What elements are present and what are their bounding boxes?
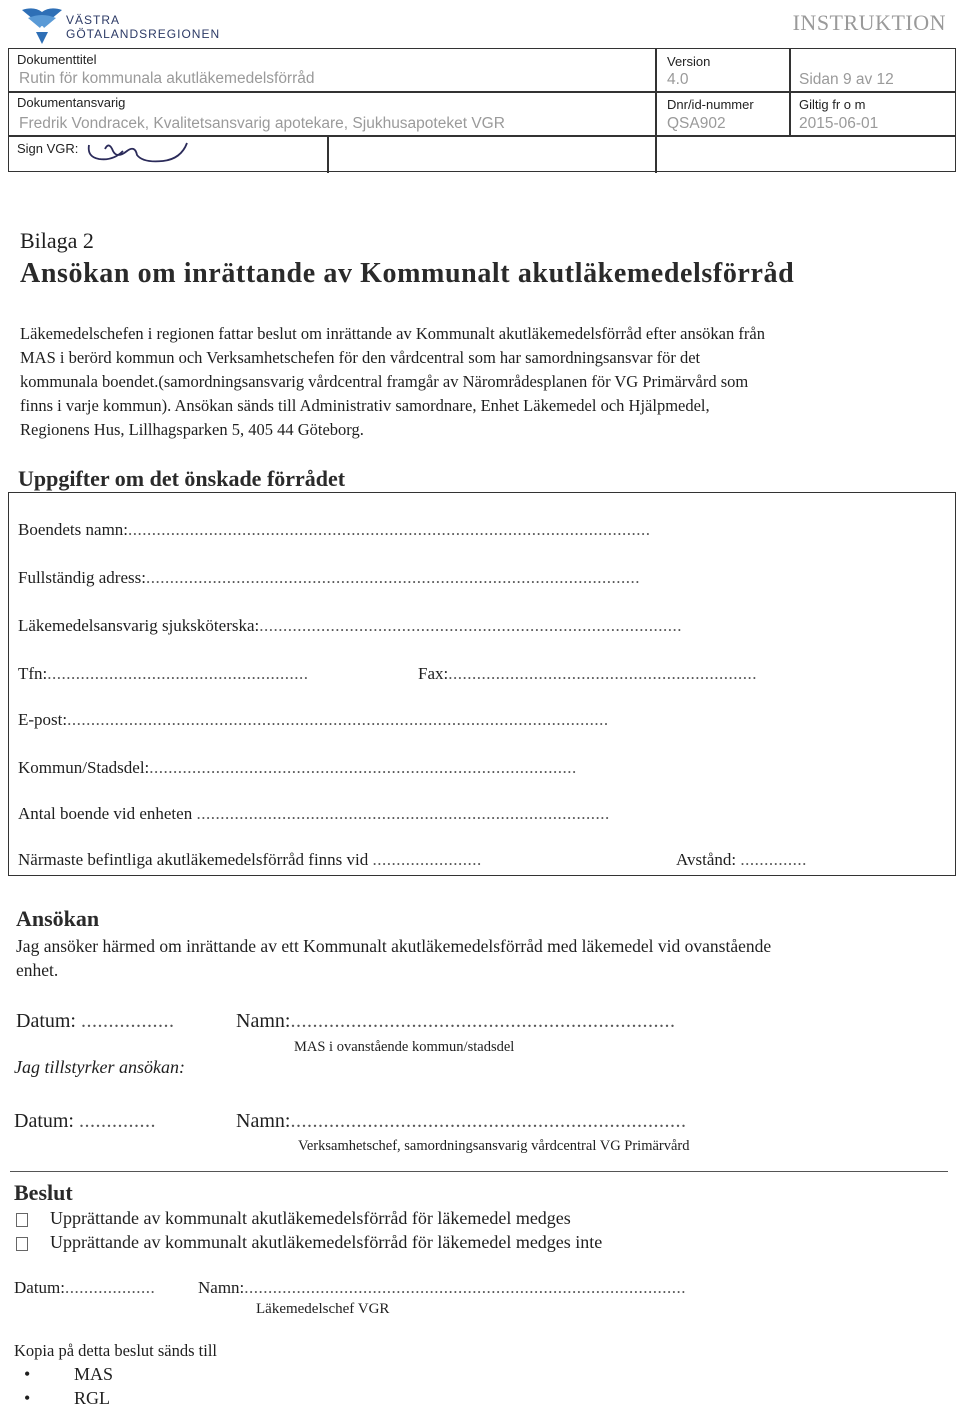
full-address-label: Fullständig adress: — [18, 568, 146, 587]
fax-field[interactable]: Fax:................................................................. — [418, 664, 757, 683]
reject-checkbox[interactable] — [16, 1237, 28, 1251]
nurse-field[interactable]: Läkemedelsansvarig sjuksköterska:......................................................................................... — [18, 616, 682, 635]
logo-line1: VÄSTRA — [66, 13, 121, 27]
header-table — [8, 48, 956, 172]
signature-mark — [83, 137, 193, 167]
approve-label: Upprättande av kommunalt akutläkemedelsförråd för läkemedel medges — [50, 1208, 571, 1228]
recipient-item: • MAS — [0, 1362, 113, 1386]
version-label: Version — [667, 54, 711, 69]
endorse-label: Jag tillstyrker ansökan: — [14, 1057, 185, 1077]
distance-field[interactable]: Avstånd: .............. — [676, 850, 807, 869]
manager-caption: Verksamhetschef, samordningsansvarig vårdcentral VG Primärvård — [298, 1138, 690, 1154]
application-line: enhet. — [16, 960, 59, 980]
id-number: QSA902 — [667, 115, 726, 132]
residence-name-label: Boendets namn: — [18, 520, 129, 539]
phone-label: Tfn: — [18, 664, 48, 683]
version: 4.0 — [667, 71, 689, 88]
recipient-item: • RGL — [0, 1386, 113, 1410]
storage-heading: Uppgifter om det önskade förrådet — [18, 466, 346, 491]
manager-name-label: Namn: — [236, 1110, 291, 1132]
page-number: Sidan 9 av 12 — [799, 71, 894, 88]
reject-label: Upprättande av kommunalt akutläkemedelsförråd för läkemedel medges inte — [50, 1232, 603, 1252]
owner: Fredrik Vondracek, Kvalitetsansvarig apotekare, Sjukhusapoteket VGR — [19, 115, 505, 132]
chief-name-label: Namn: — [198, 1278, 245, 1297]
fax-label: Fax: — [418, 664, 449, 683]
valid-label: Giltig fr o m — [799, 97, 866, 112]
application-line: Jag ansöker härmed om inrättande av ett Kommunalt akutläkemedelsförråd med läkemedel vid ovanstående — [16, 936, 772, 956]
decision-option-reject[interactable] — [16, 1232, 602, 1253]
municipality-label: Kommun/Stadsdel: — [18, 758, 150, 777]
residence-name-field[interactable]: Boendets namn:.............................................................................................................. — [18, 520, 651, 539]
valid-date: 2015-06-01 — [799, 115, 879, 132]
decision-option-approve[interactable] — [16, 1208, 571, 1229]
applicant-name-label: Namn: — [236, 1010, 291, 1032]
copy-label: Kopia på detta beslut sänds till — [14, 1341, 218, 1360]
logo — [20, 4, 240, 48]
divider — [10, 1171, 948, 1172]
approve-checkbox[interactable] — [16, 1213, 28, 1227]
chief-date-label: Datum: — [14, 1278, 65, 1297]
distance-label: Avstånd: — [676, 850, 737, 869]
chief-name-field[interactable]: Namn:............................................................................................. — [198, 1278, 687, 1297]
doc-title: Rutin för kommunala akutläkemedelsförråd — [19, 70, 315, 87]
page-title: Ansökan om inrättande av Kommunalt akutläkemedelsförråd — [20, 258, 795, 289]
intro-line: Regionens Hus, Lillhagsparken 5, 405 44 Göteborg. — [20, 420, 364, 439]
residents-field[interactable]: Antal boende vid enheten ....................................................................................... — [18, 804, 610, 823]
manager-date-field[interactable]: Datum: .............. — [14, 1110, 156, 1132]
phone-field[interactable]: Tfn:....................................................... — [18, 664, 309, 683]
intro-line: MAS i berörd kommun och Verksamhetschefen för den vårdcentral som har samordningsansvar för det — [20, 348, 701, 367]
appendix-label: Bilaga 2 — [20, 228, 94, 253]
residents-label: Antal boende vid enheten — [18, 804, 193, 823]
intro-line: kommunala boendet.(samordningsansvarig vårdcentral framgår av Närområdesplanen för VG Primärvård som — [20, 372, 749, 391]
owner-label: Dokumentansvarig — [17, 95, 126, 110]
email-field[interactable]: E-post:.................................................................................................................. — [18, 710, 609, 729]
application-heading: Ansökan — [16, 906, 100, 931]
decision-heading: Beslut — [14, 1180, 73, 1205]
intro-line: Läkemedelschefen i regionen fattar beslut om inrättande av Kommunalt akutläkemedelsförråd efter ansökan från — [20, 324, 765, 343]
intro-paragraph — [20, 322, 950, 442]
manager-date-label: Datum: — [14, 1110, 74, 1132]
email-label: E-post: — [18, 710, 68, 729]
manager-name-field[interactable]: Namn:........................................................................ — [236, 1110, 687, 1132]
applicant-name-field[interactable]: Namn:...................................................................... — [236, 1010, 676, 1032]
applicant-date-field[interactable]: Datum: ................. — [16, 1010, 175, 1032]
doc-title-label: Dokumenttitel — [17, 52, 97, 67]
intro-line: finns i varje kommun). Ansökan sänds till Administrativ samordnare, Enhet Läkemedel och Hjälpmedel, — [20, 396, 710, 415]
chief-date-field[interactable]: Datum:................... — [14, 1278, 156, 1297]
applicant-date-label: Datum: — [16, 1010, 76, 1032]
nearest-storage-label: Närmaste befintliga akutläkemedelsförråd finns vid — [18, 850, 369, 869]
municipality-field[interactable]: Kommun/Stadsdel:.......................................................................................... — [18, 758, 577, 777]
doc-type: INSTRUKTION — [792, 10, 946, 35]
nearest-storage-field[interactable]: Närmaste befintliga akutläkemedelsförråd finns vid ....................... — [18, 850, 482, 869]
logo-line2: GÖTALANDSREGIONEN — [66, 27, 221, 41]
full-address-field[interactable]: Fullständig adress:........................................................................................................ — [18, 568, 640, 587]
nurse-label: Läkemedelsansvarig sjuksköterska: — [18, 616, 260, 635]
vgr-logo-icon — [20, 4, 64, 48]
sign-label: Sign VGR: — [17, 141, 79, 156]
chief-caption: Läkemedelschef VGR — [256, 1301, 390, 1317]
application-text — [16, 934, 946, 982]
id-label: Dnr/id-nummer — [667, 97, 754, 112]
mas-caption: MAS i ovanstående kommun/stadsdel — [294, 1039, 515, 1055]
copy-recipients — [0, 1362, 113, 1410]
